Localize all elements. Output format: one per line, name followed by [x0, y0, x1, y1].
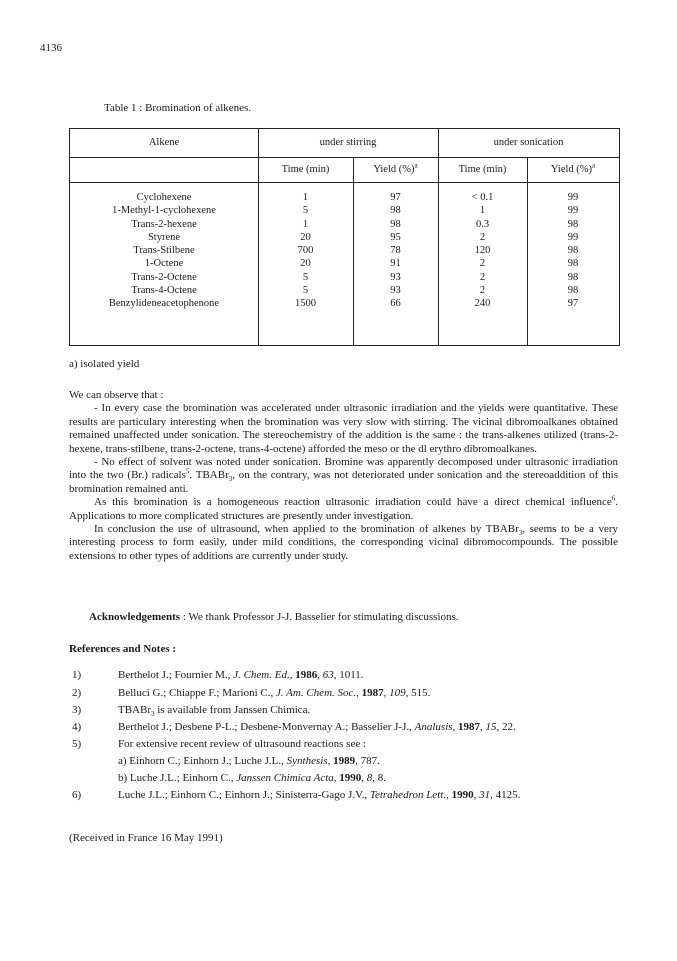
table-cell: 93 — [390, 285, 401, 297]
table-cell: 1 — [479, 205, 486, 217]
table-cell: 2 — [479, 258, 486, 270]
table-cell: 0.3 — [475, 218, 490, 230]
table-cell: 5 — [302, 285, 309, 297]
table-cell: 2 — [479, 231, 486, 243]
table-cell: 20 — [300, 258, 311, 270]
table-cell: Trans-2-hexene — [131, 218, 197, 230]
acknowledgements-label: Acknowledgements — [89, 611, 181, 623]
table-cell: 2 — [479, 285, 486, 297]
table-cell: 98 — [567, 258, 579, 270]
reference-5b: b) Luche J.L.; Einhorn C., Janssen Chimica Acta, 1990, 8, 8. — [118, 772, 387, 784]
table-cell: 5 — [302, 271, 309, 283]
table-cell: 99 — [567, 192, 579, 203]
received-date: (Received in France 16 May 1991) — [69, 832, 223, 844]
column-stir-yield — [353, 191, 438, 311]
table-cell: 99 — [567, 205, 579, 217]
paragraph-homogeneous: As this bromination is a homogeneous reaction ultrasonic irradiation could have a direct chemical influence$^6$. Applications to more complicated structures are presently under investigation. — [69, 494, 618, 522]
table-cell: 2 — [479, 271, 486, 283]
reference-4: 4) Berthelot J.; Desbene P-L.; Desbene-Monvernay A.; Basselier J-J., Analusis, 1987, 15, 22. — [72, 721, 516, 733]
table-cell: Benzylideneacetophenone — [108, 298, 220, 310]
column-alkene — [70, 191, 258, 311]
table-cell: 98 — [567, 271, 579, 283]
table-cell: 98 — [390, 205, 401, 217]
column-stir-time — [258, 191, 353, 311]
bromination-table — [69, 128, 620, 346]
column-son-yield — [527, 191, 619, 311]
table-cell: 20 — [300, 231, 311, 243]
table-cell: 66 — [390, 298, 401, 310]
acknowledgements: Acknowledgements : We thank Professor J-J. Basselier for stimulating discussions. — [89, 611, 459, 623]
table-cell: 1500 — [295, 298, 316, 310]
header-under-stirring: under stirring — [319, 137, 377, 148]
subheader-stir-time: Time (min) — [281, 164, 330, 175]
table-cell: 99 — [567, 231, 579, 243]
table-cell: < 0.1 — [471, 192, 494, 203]
table-cell: Cyclohexene — [136, 192, 192, 203]
paragraph-acceleration: - In every case the bromination was accelerated under ultrasonic irradiation and the yields were quantitative. These results are particulary interesting when the bromination was very slow with stirring. The vicinal dibromoalkanes obtained remained unaffected under sonication. The stereochemistry of the addition is the same : the trans-alkenes utilized (trans-2-hexene, trans-stilbene, trans-2-octene, trans-4-octene) afforded the meso or the dl erythro dibromoalkanes. — [69, 402, 618, 455]
subheader-stir-yield: Yield (%)$^a$ — [373, 161, 418, 175]
table-cell: 1-Methyl-1-cyclohexene — [112, 205, 216, 217]
table-cell: 78 — [390, 245, 401, 257]
reference-2: 2) Belluci G.; Chiappe F.; Marioni C., J. Am. Chem. Soc., 1987, 109, 515. — [72, 687, 431, 699]
reference-3: 3) TBABr$_3$ is available from Janssen Chimica. — [72, 704, 311, 719]
column-son-time — [438, 191, 527, 311]
subheader-son-yield: Yield (%)$^a$ — [550, 161, 596, 175]
reference-6: 6) Luche J.L.; Einhorn C.; Einhorn J.; Sinisterra-Gago J.V., Tetrahedron Lett., 1990, 31, 4125. — [72, 789, 521, 801]
table-cell: 97 — [390, 192, 401, 203]
table-caption: Table 1 : Bromination of alkenes. — [104, 102, 252, 114]
table-cell: 98 — [390, 218, 401, 230]
table-cell: 91 — [390, 258, 401, 270]
subheader-son-time: Time (min) — [458, 164, 507, 175]
table-cell: 700 — [297, 245, 314, 257]
paragraph-conclusion: In conclusion the use of ultrasound, when applied to the bromination of alkenes by TBABr$_3$, seems to be a very interesting process to form easily, under mild conditions, the corresponding vicinal dibromocompounds. The possible extensions to other types of additions are currently under study. — [69, 523, 618, 562]
table-cell: 98 — [567, 245, 579, 257]
paragraph-solvent: - No effect of solvent was noted under sonication. Bromine was apparently decomposed under ultrasonic irradiation into the two (Br.) radicals$^5$. TBABr$_3$, on the contrary, was not deteriorated under sonication and the stereoaddition of this bromination remained anti. — [69, 456, 618, 495]
table-cell: 95 — [390, 231, 401, 243]
table-cell: 120 — [474, 245, 491, 257]
table-cell: 1-Octene — [144, 258, 184, 270]
header-alkene: Alkene — [148, 137, 180, 148]
table-cell: 98 — [567, 218, 579, 230]
references-heading: References and Notes : — [69, 643, 177, 655]
table-cell: Trans-2-Octene — [131, 271, 197, 283]
table-subheader-rule — [70, 182, 619, 183]
reference-1: 1) Berthelot J.; Fournier M., J. Chem. Ed., 1986, 63, 1011. — [72, 669, 364, 681]
table-cell: 98 — [567, 285, 579, 297]
page-number: 4136 — [40, 42, 62, 54]
paragraph-intro: We can observe that : — [69, 389, 164, 401]
table-cell: Trans-4-Octene — [131, 285, 197, 297]
table-cell: 240 — [474, 298, 491, 310]
reference-5a: a) Einhorn C.; Einhorn J.; Luche J.L., Synthesis, 1989, 787. — [118, 755, 380, 767]
body-text — [69, 389, 618, 563]
table-cell: 1 — [302, 218, 309, 230]
table-cell: Styrene — [147, 231, 181, 243]
table-header-rule — [70, 157, 619, 158]
header-under-sonication: under sonication — [493, 137, 564, 148]
table-cell: 1 — [302, 192, 309, 203]
table-footnote: a) isolated yield — [69, 358, 140, 370]
table-cell: 93 — [390, 271, 401, 283]
table-cell: 5 — [302, 205, 309, 217]
reference-5: 5) For extensive recent review of ultrasound reactions see : — [72, 738, 367, 750]
table-cell: 97 — [567, 298, 579, 310]
table-cell: Trans-Stilbene — [133, 245, 195, 257]
